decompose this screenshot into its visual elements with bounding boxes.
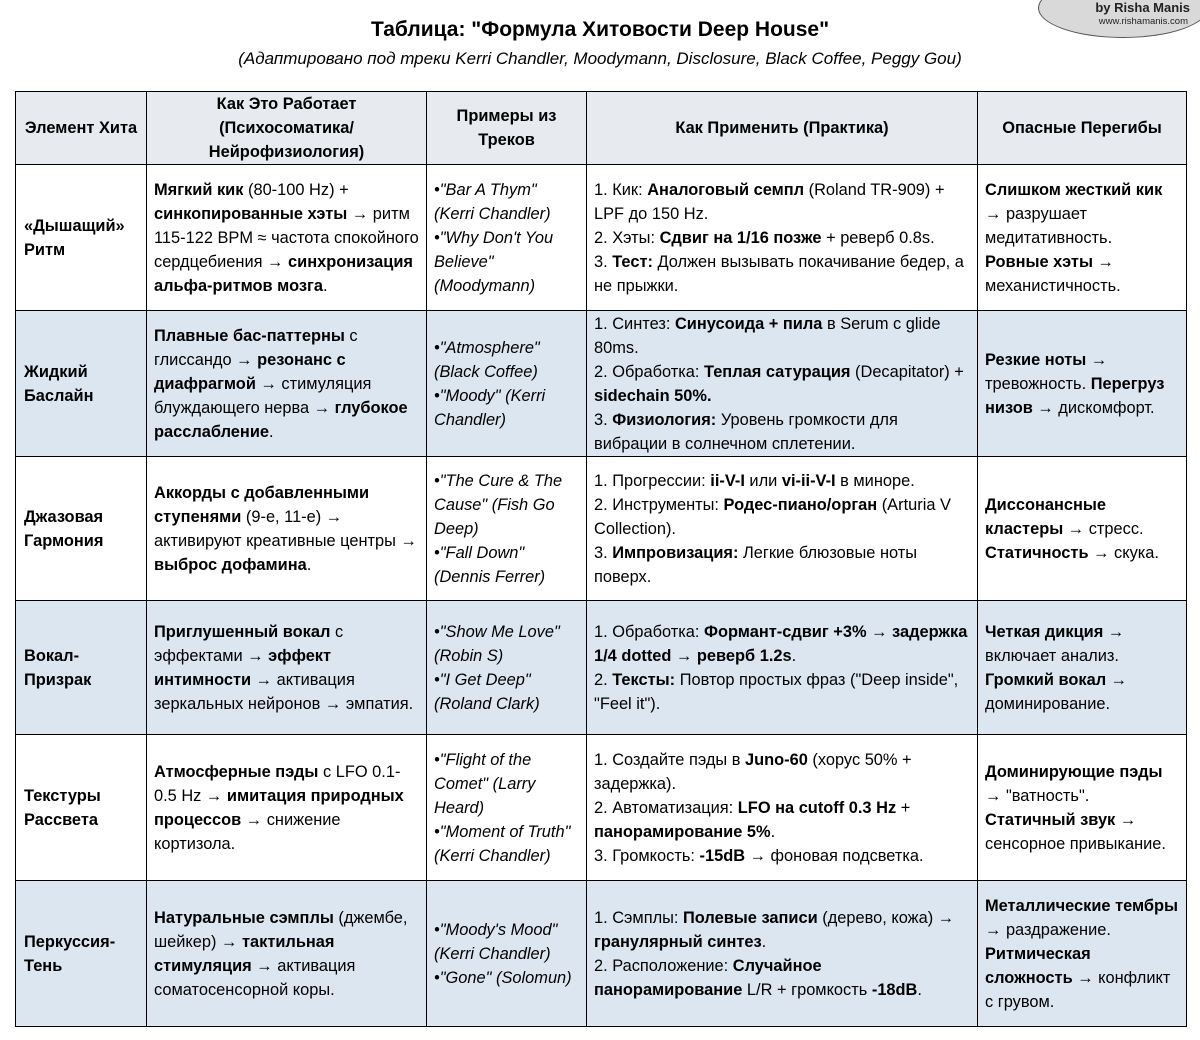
text-run: 2. Автоматизация: <box>594 798 738 817</box>
bold-text: синхронизация альфа-ритмов мозга <box>154 252 413 295</box>
bold-text: панорамирование 5% <box>594 822 771 841</box>
cell-apply <box>587 881 978 1027</box>
bold-text: Атмосферные пэды <box>154 762 319 781</box>
header-apply: Как Применить (Практика) <box>587 92 978 165</box>
example-track: •"Moody" (Kerri Chandler) <box>434 386 546 429</box>
text-run: 1. Синтез: <box>594 314 675 333</box>
bold-text: Резкие ноты <box>985 350 1087 369</box>
table-row <box>16 165 1187 311</box>
text-run: 1. Создайте пэды в <box>594 750 746 769</box>
text-run: . <box>791 646 797 665</box>
bold-text: Сдвиг на 1/16 позже <box>659 228 822 247</box>
cell-apply <box>587 457 978 601</box>
text-run: или <box>744 471 782 490</box>
text-run: . <box>322 276 328 295</box>
text-run: (джембе, шейкер) → <box>154 908 408 951</box>
text-run: → стресс. <box>1063 519 1144 538</box>
apply-step <box>594 178 970 226</box>
text-run: → раздражение. <box>985 920 1111 939</box>
bold-text: глубокое расслабление <box>154 398 408 441</box>
apply-step <box>594 748 970 796</box>
text-run: с LFO 0.1-0.5 Hz → <box>154 762 401 805</box>
bold-text: имитация природных процессов <box>154 786 404 829</box>
bold-text: тактильная стимуляция <box>154 932 335 975</box>
text-run: в миноре. <box>835 471 915 490</box>
bold-text: Формант-сдвиг +3% <box>704 622 867 641</box>
cell-element: Перкуссия-Тень <box>16 881 147 1027</box>
text-run: (дерево, кожа) → <box>817 908 955 927</box>
example-track: •"Why Don't You Believe" (Moodymann) <box>434 228 554 295</box>
bold-text: Ровные хэты <box>985 252 1093 271</box>
text-run: с глиссандо → <box>154 326 358 369</box>
table-header-row <box>16 92 1187 165</box>
bold-text: Тексты: <box>612 670 676 689</box>
bold-text: задержка 1/4 dotted <box>594 622 968 665</box>
text-run: + <box>896 798 911 817</box>
example-track: •"I Get Deep" (Roland Clark) <box>434 670 540 713</box>
apply-step <box>594 408 970 456</box>
text-run: → активация зеркальных нейронов → эмпатия. <box>154 670 414 713</box>
bold-text: Ритмическая сложность <box>985 944 1091 987</box>
apply-step <box>594 620 970 668</box>
text-run: . <box>269 422 274 441</box>
bold-text: Металлические тембры <box>985 896 1179 915</box>
apply-step <box>594 796 970 844</box>
text-run: 3. <box>594 410 613 429</box>
text-run: Должен вызывать покачивание бедер, а не прыжки. <box>594 252 964 295</box>
apply-step <box>594 668 970 716</box>
table-row <box>16 457 1187 601</box>
example-track: •"Moment of Truth" (Kerri Chandler) <box>434 822 571 865</box>
text-run: → скука. <box>1088 543 1159 562</box>
text-run: → включает анализ. <box>985 622 1125 665</box>
bold-text: vi-ii-V-I <box>781 471 836 490</box>
text-run: 1. Обработка: <box>594 622 704 641</box>
cell-how <box>147 735 427 881</box>
text-run: (9-е, 11-е) → активируют креативные центры → <box>154 507 417 550</box>
apply-step <box>594 844 970 868</box>
apply-step <box>594 312 970 360</box>
bold-text: Натуральные сэмплы <box>154 908 334 927</box>
cell-element: «Дышащий» Ритм <box>16 165 147 311</box>
bold-text: Плавные бас-паттерны <box>154 326 345 345</box>
cell-danger <box>978 457 1187 601</box>
bold-text: Juno-60 <box>745 750 808 769</box>
cell-examples <box>427 311 587 457</box>
header-danger: Опасные Перегибы <box>978 92 1187 165</box>
text-run: (Roland TR-909) + LPF до 150 Hz. <box>594 180 945 223</box>
text-run: 2. Инструменты: <box>594 495 724 514</box>
text-run: → фоновая подсветка. <box>745 846 924 865</box>
cell-how <box>147 601 427 735</box>
cell-element: Текстуры Рассвета <box>16 735 147 881</box>
apply-step <box>594 541 970 589</box>
header-examples: Примеры из Треков <box>427 92 587 165</box>
bold-text: -18dB <box>871 980 918 999</box>
bold-text: Статичный звук <box>985 810 1116 829</box>
text-run: (80-100 Hz) + <box>243 180 349 199</box>
bold-text: Аналоговый семпл <box>647 180 805 199</box>
text-run: → <box>866 622 893 641</box>
author-name: by Risha Manis <box>1095 0 1190 15</box>
table-row <box>16 311 1187 457</box>
example-track: •"Show Me Love" (Robin S) <box>434 622 560 665</box>
text-run: → конфликт с грувом. <box>985 968 1171 1011</box>
cell-danger <box>978 735 1187 881</box>
text-run: → тревожность. <box>985 350 1108 393</box>
example-track: •"Atmosphere" (Black Coffee) <box>434 338 540 381</box>
text-run: 3. <box>594 252 613 271</box>
text-run: 2. <box>594 670 613 689</box>
bold-text: Статичность <box>985 543 1089 562</box>
text-run: → механистичность. <box>985 252 1121 295</box>
cell-how <box>147 457 427 601</box>
text-run: . <box>917 980 922 999</box>
apply-step <box>594 954 970 1002</box>
bold-text: Теплая сатурация <box>704 362 851 381</box>
cell-apply <box>587 311 978 457</box>
bold-text: Диссонансные кластеры <box>985 495 1107 538</box>
text-run: с эффектами → <box>154 622 344 665</box>
text-run: 3. Громкость: <box>594 846 700 865</box>
bold-text: Аккорды с добавленными ступенями <box>154 483 370 526</box>
cell-examples <box>427 601 587 735</box>
bold-text: Приглушенный вокал <box>154 622 331 641</box>
apply-step <box>594 250 970 298</box>
bold-text: Импровизация: <box>612 543 739 562</box>
cell-danger <box>978 311 1187 457</box>
example-track: •"Gone" (Solomun) <box>434 968 572 987</box>
apply-step <box>594 469 970 493</box>
bold-text: резонанс с диафрагмой <box>154 350 346 393</box>
bold-text: гранулярный синтез <box>594 932 762 951</box>
hit-formula-table <box>15 91 1187 1027</box>
text-run: . <box>761 932 767 951</box>
bold-text: LFO на cutoff 0.3 Hz <box>737 798 897 817</box>
cell-how <box>147 311 427 457</box>
cell-examples <box>427 457 587 601</box>
bold-text: Случайное панорамирование <box>594 956 822 999</box>
cell-danger <box>978 881 1187 1027</box>
cell-how <box>147 165 427 311</box>
apply-step <box>594 360 970 408</box>
cell-apply <box>587 601 978 735</box>
bold-text: синкопированные хэты <box>154 204 348 223</box>
bold-text: Родес-пиано/орган <box>723 495 878 514</box>
text-run: 1. Сэмплы: <box>594 908 684 927</box>
bold-text: эффект интимности <box>154 646 332 689</box>
bold-text: Доминирующие пэды <box>985 762 1163 781</box>
cell-how <box>147 881 427 1027</box>
header-element: Элемент Хита <box>16 92 147 165</box>
text-run: 3. <box>594 543 613 562</box>
bold-text: Физиология: <box>612 410 717 429</box>
bold-text: Мягкий кик <box>154 180 244 199</box>
text-run: → <box>671 646 697 665</box>
bold-text: Перегруз низов <box>985 374 1165 417</box>
table-row <box>16 735 1187 881</box>
example-track: •"The Cure & The Cause" (Fish Go Deep) <box>434 471 563 538</box>
bold-text: выброс дофамина <box>154 555 307 574</box>
bold-text: Полевые записи <box>683 908 818 927</box>
text-run: . <box>306 555 312 574</box>
cell-element: Джазовая Гармония <box>16 457 147 601</box>
page-title: Таблица: "Формула Хитовости Deep House" <box>370 18 830 41</box>
bold-text: Четкая дикция <box>985 622 1104 641</box>
example-track: •"Fall Down" (Dennis Ferrer) <box>434 543 546 586</box>
table-row <box>16 881 1187 1027</box>
cell-examples <box>427 165 587 311</box>
bold-text: sidechain 50%. <box>594 386 712 405</box>
text-run: (хорус 50% + задержка). <box>594 750 912 793</box>
text-run: → ритм 115-122 BPM ≈ частота спокойного сердцебиения → <box>154 204 419 271</box>
bold-text: реверб 1.2s <box>696 646 792 665</box>
text-run: Уровень громкости для вибрации в солнечном сплетении. <box>594 410 898 453</box>
bold-text: Тест: <box>612 252 653 271</box>
apply-step <box>594 226 970 250</box>
text-run: Легкие блюзовые ноты поверх. <box>594 543 918 586</box>
table-row <box>16 601 1187 735</box>
text-run: L/R + громкость <box>742 980 872 999</box>
text-run: 2. Обработка: <box>594 362 704 381</box>
text-run: → стимуляция блуждающего нерва → <box>154 374 372 417</box>
bold-text: Синусоида + пила <box>674 314 823 333</box>
bold-text: Слишком жесткий кик <box>985 180 1163 199</box>
cell-apply <box>587 735 978 881</box>
text-run: → доминирование. <box>985 670 1128 713</box>
header-how: Как Это Работает (Психосоматика/Нейрофизиология) <box>147 92 427 165</box>
text-run: 2. Расположение: <box>594 956 733 975</box>
cell-danger <box>978 601 1187 735</box>
bold-text: -15dB <box>699 846 746 865</box>
text-run: Повтор простых фраз ("Deep inside", "Feel it"). <box>594 670 959 713</box>
text-run: → снижение кортизола. <box>154 810 341 853</box>
example-track: •"Bar A Thym" (Kerri Chandler) <box>434 180 551 223</box>
cell-danger <box>978 165 1187 311</box>
text-run: . <box>770 822 776 841</box>
cell-element: Вокал-Призрак <box>16 601 147 735</box>
apply-step <box>594 906 970 954</box>
example-track: •"Flight of the Comet" (Larry Heard) <box>434 750 536 817</box>
text-run: + реверб 0.8s. <box>821 228 935 247</box>
cell-examples <box>427 881 587 1027</box>
cell-examples <box>427 735 587 881</box>
text-run: (Arturia V Collection). <box>594 495 951 538</box>
text-run: → дискомфорт. <box>1032 398 1155 417</box>
text-run: → активация соматосенсорной коры. <box>154 956 356 999</box>
text-run: 2. Хэты: <box>594 228 660 247</box>
text-run: (Decapitator) + <box>850 362 964 381</box>
example-track: •"Moody's Mood" (Kerri Chandler) <box>434 920 558 963</box>
cell-element: Жидкий Баслайн <box>16 311 147 457</box>
author-url[interactable]: www.rishamanis.com <box>1098 16 1188 27</box>
text-run: → разрушает медитативность. <box>985 204 1113 247</box>
text-run: в Serum с glide 80ms. <box>594 314 941 357</box>
cell-apply <box>587 165 978 311</box>
text-run: → сенсорное привыкание. <box>985 810 1166 853</box>
text-run: 1. Прогрессии: <box>594 471 711 490</box>
bold-text: ii-V-I <box>710 471 745 490</box>
text-run: → "ватность". <box>985 786 1090 805</box>
text-run: 1. Кик: <box>594 180 648 199</box>
bold-text: Громкий вокал <box>985 670 1107 689</box>
page-subtitle: (Адаптировано под треки Kerri Chandler, Moodymann, Disclosure, Black Coffee, Peggy Gou) <box>238 49 962 68</box>
apply-step <box>594 493 970 541</box>
